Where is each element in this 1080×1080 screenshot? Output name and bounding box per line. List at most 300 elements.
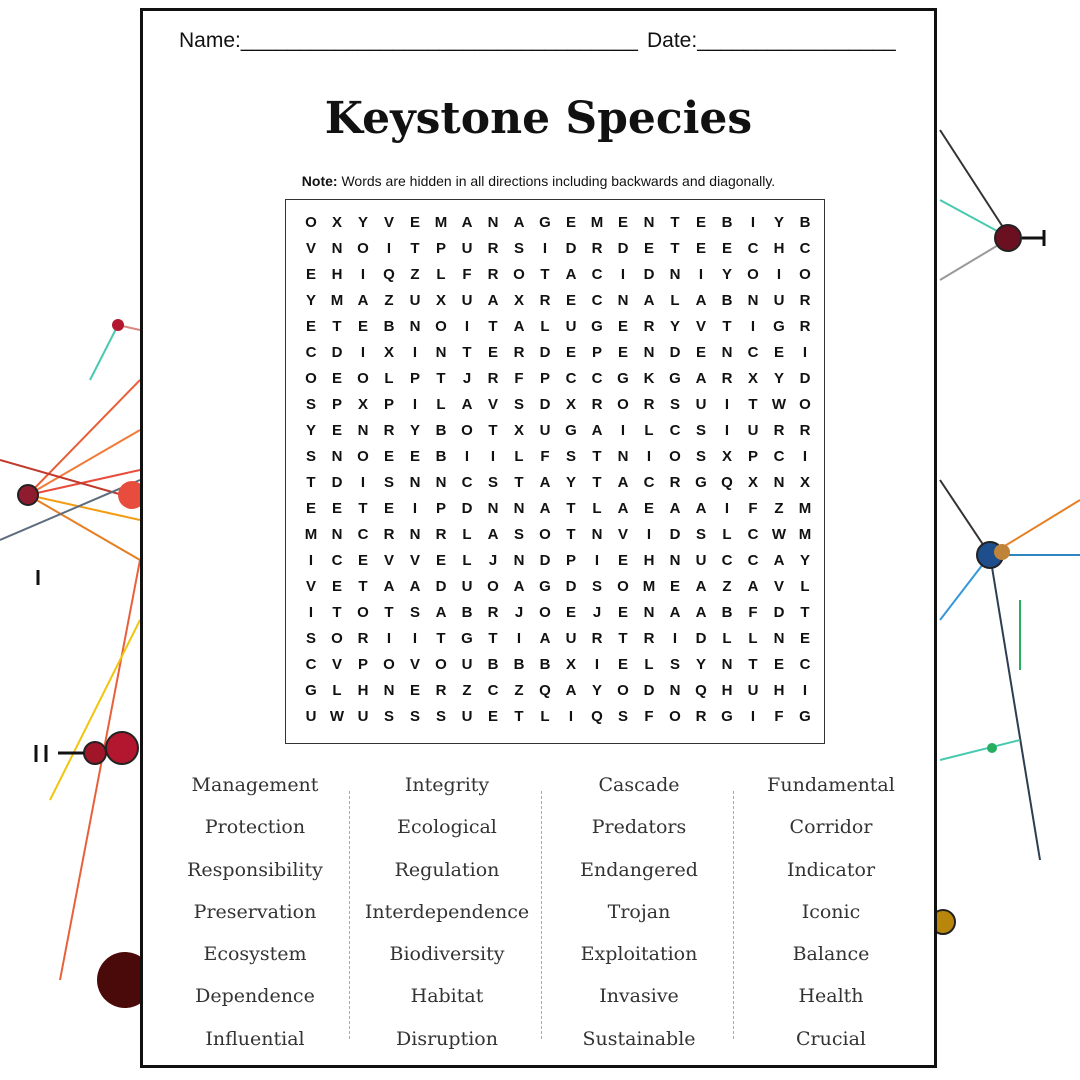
grid-letter[interactable]: N bbox=[357, 422, 369, 439]
grid-letter[interactable]: L bbox=[514, 448, 524, 465]
grid-letter[interactable]: O bbox=[461, 422, 473, 439]
grid-letter[interactable]: U bbox=[409, 292, 421, 309]
grid-letter[interactable]: N bbox=[643, 604, 655, 621]
grid-letter[interactable]: A bbox=[539, 500, 551, 517]
grid-letter[interactable]: R bbox=[383, 526, 395, 543]
grid-letter[interactable]: S bbox=[487, 474, 498, 491]
grid-letter[interactable]: I bbox=[360, 344, 366, 361]
grid-letter[interactable]: N bbox=[773, 474, 785, 491]
grid-letter[interactable]: A bbox=[565, 266, 577, 283]
grid-letter[interactable]: D bbox=[435, 578, 447, 595]
grid-letter[interactable]: O bbox=[669, 448, 681, 465]
grid-letter[interactable]: J bbox=[514, 604, 524, 621]
grid-letter[interactable]: G bbox=[799, 708, 811, 725]
grid-letter[interactable]: L bbox=[670, 292, 680, 309]
grid-letter[interactable]: A bbox=[513, 318, 525, 335]
grid-letter[interactable]: S bbox=[409, 604, 420, 621]
grid-letter[interactable]: X bbox=[565, 656, 576, 673]
grid-letter[interactable]: S bbox=[591, 578, 602, 595]
grid-letter[interactable]: L bbox=[332, 682, 342, 699]
grid-letter[interactable]: E bbox=[409, 214, 420, 231]
grid-letter[interactable]: I bbox=[620, 422, 626, 439]
grid-letter[interactable]: E bbox=[695, 240, 706, 257]
grid-letter[interactable]: H bbox=[331, 266, 343, 283]
grid-letter[interactable]: U bbox=[565, 630, 577, 647]
grid-letter[interactable]: R bbox=[643, 318, 655, 335]
grid-letter[interactable]: I bbox=[360, 266, 366, 283]
grid-letter[interactable]: E bbox=[409, 682, 420, 699]
grid-letter[interactable]: C bbox=[799, 656, 811, 673]
grid-letter[interactable]: R bbox=[669, 474, 681, 491]
grid-letter[interactable]: E bbox=[695, 344, 706, 361]
grid-letter[interactable]: D bbox=[461, 500, 473, 517]
grid-letter[interactable]: A bbox=[747, 578, 759, 595]
grid-letter[interactable]: X bbox=[383, 344, 394, 361]
grid-letter[interactable]: F bbox=[514, 370, 524, 387]
grid-letter[interactable]: T bbox=[670, 214, 680, 231]
grid-letter[interactable]: A bbox=[487, 526, 499, 543]
grid-letter[interactable]: J bbox=[462, 370, 472, 387]
grid-letter[interactable]: F bbox=[540, 448, 550, 465]
grid-letter[interactable]: S bbox=[383, 708, 394, 725]
grid-letter[interactable]: A bbox=[669, 500, 681, 517]
grid-letter[interactable]: T bbox=[670, 240, 680, 257]
grid-letter[interactable]: G bbox=[773, 318, 785, 335]
grid-letter[interactable]: T bbox=[800, 604, 810, 621]
grid-letter[interactable]: D bbox=[565, 240, 577, 257]
grid-letter[interactable]: E bbox=[617, 552, 628, 569]
grid-letter[interactable]: V bbox=[305, 240, 316, 257]
grid-letter[interactable]: Y bbox=[669, 318, 680, 335]
grid-letter[interactable]: E bbox=[799, 630, 810, 647]
grid-letter[interactable]: L bbox=[540, 318, 550, 335]
grid-letter[interactable]: F bbox=[644, 708, 654, 725]
grid-letter[interactable]: E bbox=[357, 552, 368, 569]
grid-letter[interactable]: N bbox=[643, 214, 655, 231]
grid-letter[interactable]: E bbox=[435, 552, 446, 569]
grid-letter[interactable]: N bbox=[591, 526, 603, 543]
grid-letter[interactable]: X bbox=[799, 474, 810, 491]
grid-letter[interactable]: E bbox=[617, 214, 628, 231]
grid-letter[interactable]: I bbox=[750, 214, 756, 231]
grid-letter[interactable]: L bbox=[462, 526, 472, 543]
grid-letter[interactable]: U bbox=[461, 656, 473, 673]
grid-letter[interactable]: E bbox=[331, 422, 342, 439]
grid-letter[interactable]: O bbox=[539, 604, 551, 621]
grid-letter[interactable]: N bbox=[383, 682, 395, 699]
grid-letter[interactable]: E bbox=[773, 656, 784, 673]
grid-letter[interactable]: Y bbox=[695, 656, 706, 673]
grid-letter[interactable]: R bbox=[357, 630, 369, 647]
grid-letter[interactable]: A bbox=[695, 370, 707, 387]
grid-letter[interactable]: S bbox=[305, 630, 316, 647]
grid-letter[interactable]: P bbox=[747, 448, 758, 465]
grid-letter[interactable]: T bbox=[722, 318, 732, 335]
grid-letter[interactable]: H bbox=[643, 552, 655, 569]
grid-letter[interactable]: E bbox=[617, 604, 628, 621]
grid-letter[interactable]: E bbox=[487, 344, 498, 361]
grid-letter[interactable]: V bbox=[305, 578, 316, 595]
grid-letter[interactable]: H bbox=[357, 682, 369, 699]
grid-letter[interactable]: E bbox=[305, 500, 316, 517]
grid-letter[interactable]: V bbox=[383, 552, 394, 569]
grid-letter[interactable]: S bbox=[669, 656, 680, 673]
grid-letter[interactable]: C bbox=[721, 552, 733, 569]
grid-letter[interactable]: V bbox=[695, 318, 706, 335]
grid-letter[interactable]: I bbox=[776, 266, 782, 283]
grid-letter[interactable]: I bbox=[594, 656, 600, 673]
grid-letter[interactable]: L bbox=[384, 370, 394, 387]
grid-letter[interactable]: Y bbox=[721, 266, 732, 283]
grid-letter[interactable]: A bbox=[513, 214, 525, 231]
grid-letter[interactable]: E bbox=[617, 344, 628, 361]
grid-letter[interactable]: P bbox=[435, 500, 446, 517]
grid-letter[interactable]: A bbox=[591, 422, 603, 439]
grid-letter[interactable]: X bbox=[513, 422, 524, 439]
grid-letter[interactable]: O bbox=[383, 656, 395, 673]
grid-letter[interactable]: S bbox=[305, 448, 316, 465]
grid-letter[interactable]: D bbox=[669, 344, 681, 361]
grid-letter[interactable]: P bbox=[539, 370, 550, 387]
grid-letter[interactable]: R bbox=[591, 630, 603, 647]
grid-letter[interactable]: A bbox=[617, 500, 629, 517]
grid-letter[interactable]: Z bbox=[774, 500, 784, 517]
grid-letter[interactable]: Y bbox=[591, 682, 602, 699]
grid-letter[interactable]: R bbox=[487, 266, 499, 283]
grid-letter[interactable]: I bbox=[750, 708, 756, 725]
grid-letter[interactable]: M bbox=[798, 526, 812, 543]
grid-letter[interactable]: S bbox=[565, 448, 576, 465]
grid-letter[interactable]: O bbox=[617, 396, 629, 413]
grid-letter[interactable]: X bbox=[357, 396, 368, 413]
grid-letter[interactable]: A bbox=[695, 578, 707, 595]
grid-letter[interactable]: N bbox=[513, 552, 525, 569]
grid-letter[interactable]: O bbox=[305, 370, 317, 387]
grid-letter[interactable]: L bbox=[644, 422, 654, 439]
grid-letter[interactable]: O bbox=[799, 396, 811, 413]
grid-letter[interactable]: W bbox=[329, 708, 345, 725]
grid-letter[interactable]: R bbox=[435, 682, 447, 699]
grid-letter[interactable]: U bbox=[747, 682, 759, 699]
grid-letter[interactable]: U bbox=[539, 422, 551, 439]
grid-letter[interactable]: C bbox=[305, 344, 317, 361]
grid-letter[interactable]: T bbox=[514, 474, 524, 491]
grid-letter[interactable]: A bbox=[461, 214, 473, 231]
grid-letter[interactable]: E bbox=[305, 318, 316, 335]
grid-letter[interactable]: A bbox=[383, 578, 395, 595]
name-field[interactable]: Name:__________________________________ bbox=[179, 29, 638, 52]
grid-letter[interactable]: I bbox=[308, 604, 314, 621]
grid-letter[interactable]: R bbox=[799, 292, 811, 309]
grid-letter[interactable]: M bbox=[798, 500, 812, 517]
grid-letter[interactable]: D bbox=[331, 474, 343, 491]
grid-letter[interactable]: Q bbox=[591, 708, 603, 725]
grid-letter[interactable]: P bbox=[565, 552, 576, 569]
grid-letter[interactable]: E bbox=[409, 448, 420, 465]
grid-letter[interactable]: B bbox=[513, 656, 525, 673]
grid-letter[interactable]: N bbox=[409, 318, 421, 335]
grid-letter[interactable]: X bbox=[747, 370, 758, 387]
grid-letter[interactable]: C bbox=[643, 474, 655, 491]
grid-letter[interactable]: D bbox=[331, 344, 343, 361]
grid-letter[interactable]: Y bbox=[799, 552, 810, 569]
grid-letter[interactable]: N bbox=[669, 266, 681, 283]
grid-letter[interactable]: B bbox=[721, 214, 733, 231]
grid-letter[interactable]: Y bbox=[565, 474, 576, 491]
grid-letter[interactable]: I bbox=[698, 266, 704, 283]
grid-letter[interactable]: T bbox=[748, 656, 758, 673]
grid-letter[interactable]: K bbox=[643, 370, 655, 387]
grid-letter[interactable]: V bbox=[773, 578, 784, 595]
grid-letter[interactable]: S bbox=[513, 526, 524, 543]
grid-letter[interactable]: J bbox=[592, 604, 602, 621]
grid-letter[interactable]: D bbox=[799, 370, 811, 387]
grid-letter[interactable]: C bbox=[305, 656, 317, 673]
grid-letter[interactable]: O bbox=[357, 370, 369, 387]
grid-letter[interactable]: X bbox=[513, 292, 524, 309]
grid-letter[interactable]: V bbox=[383, 214, 394, 231]
grid-letter[interactable]: V bbox=[409, 656, 420, 673]
grid-letter[interactable]: G bbox=[591, 318, 603, 335]
grid-letter[interactable]: R bbox=[643, 630, 655, 647]
grid-letter[interactable]: N bbox=[643, 344, 655, 361]
grid-letter[interactable]: A bbox=[643, 292, 655, 309]
grid-letter[interactable]: I bbox=[412, 500, 418, 517]
grid-letter[interactable]: E bbox=[331, 370, 342, 387]
grid-letter[interactable]: N bbox=[409, 474, 421, 491]
grid-letter[interactable]: N bbox=[487, 214, 499, 231]
grid-letter[interactable]: N bbox=[669, 682, 681, 699]
grid-letter[interactable]: T bbox=[358, 578, 368, 595]
grid-letter[interactable]: D bbox=[617, 240, 629, 257]
grid-letter[interactable]: G bbox=[721, 708, 733, 725]
grid-letter[interactable]: B bbox=[539, 656, 551, 673]
grid-letter[interactable]: I bbox=[542, 240, 548, 257]
grid-letter[interactable]: U bbox=[461, 708, 473, 725]
grid-letter[interactable]: D bbox=[773, 604, 785, 621]
grid-letter[interactable]: R bbox=[799, 318, 811, 335]
grid-letter[interactable]: C bbox=[357, 526, 369, 543]
grid-letter[interactable]: R bbox=[773, 422, 785, 439]
grid-letter[interactable]: C bbox=[747, 526, 759, 543]
grid-letter[interactable]: P bbox=[357, 656, 368, 673]
grid-letter[interactable]: F bbox=[748, 604, 758, 621]
grid-letter[interactable]: E bbox=[305, 266, 316, 283]
grid-letter[interactable]: Q bbox=[721, 474, 733, 491]
grid-letter[interactable]: A bbox=[695, 500, 707, 517]
grid-letter[interactable]: A bbox=[695, 292, 707, 309]
grid-letter[interactable]: B bbox=[721, 604, 733, 621]
grid-letter[interactable]: X bbox=[721, 448, 732, 465]
grid-letter[interactable]: R bbox=[435, 526, 447, 543]
grid-letter[interactable]: N bbox=[513, 500, 525, 517]
grid-letter[interactable]: T bbox=[436, 370, 446, 387]
grid-letter[interactable]: T bbox=[488, 630, 498, 647]
grid-letter[interactable]: C bbox=[591, 292, 603, 309]
grid-letter[interactable]: O bbox=[617, 578, 629, 595]
grid-letter[interactable]: N bbox=[435, 474, 447, 491]
grid-letter[interactable]: D bbox=[669, 526, 681, 543]
grid-letter[interactable]: S bbox=[513, 240, 524, 257]
grid-letter[interactable]: T bbox=[592, 474, 602, 491]
grid-letter[interactable]: M bbox=[590, 214, 604, 231]
grid-letter[interactable]: E bbox=[565, 344, 576, 361]
grid-letter[interactable]: C bbox=[461, 474, 473, 491]
grid-letter[interactable]: B bbox=[461, 604, 473, 621]
grid-letter[interactable]: R bbox=[487, 604, 499, 621]
grid-letter[interactable]: T bbox=[488, 422, 498, 439]
grid-letter[interactable]: D bbox=[539, 552, 551, 569]
grid-letter[interactable]: R bbox=[591, 396, 603, 413]
grid-letter[interactable]: D bbox=[539, 396, 551, 413]
grid-letter[interactable]: N bbox=[409, 526, 421, 543]
grid-letter[interactable]: T bbox=[332, 604, 342, 621]
grid-letter[interactable]: I bbox=[724, 422, 730, 439]
grid-letter[interactable]: U bbox=[695, 552, 707, 569]
grid-letter[interactable]: P bbox=[591, 344, 602, 361]
grid-letter[interactable]: O bbox=[747, 266, 759, 283]
grid-letter[interactable]: I bbox=[646, 526, 652, 543]
grid-letter[interactable]: D bbox=[695, 630, 707, 647]
grid-letter[interactable]: I bbox=[568, 708, 574, 725]
grid-letter[interactable]: E bbox=[565, 604, 576, 621]
grid-letter[interactable]: U bbox=[461, 292, 473, 309]
grid-letter[interactable]: A bbox=[669, 604, 681, 621]
grid-letter[interactable]: C bbox=[487, 682, 499, 699]
grid-letter[interactable]: L bbox=[436, 396, 446, 413]
grid-letter[interactable]: D bbox=[565, 578, 577, 595]
grid-letter[interactable]: H bbox=[721, 682, 733, 699]
grid-letter[interactable]: S bbox=[695, 448, 706, 465]
grid-letter[interactable]: J bbox=[488, 552, 498, 569]
grid-letter[interactable]: O bbox=[357, 240, 369, 257]
grid-letter[interactable]: G bbox=[565, 422, 577, 439]
grid-letter[interactable]: R bbox=[487, 240, 499, 257]
grid-letter[interactable]: O bbox=[513, 266, 525, 283]
grid-letter[interactable]: G bbox=[617, 370, 629, 387]
grid-letter[interactable]: R bbox=[695, 708, 707, 725]
grid-letter[interactable]: E bbox=[331, 578, 342, 595]
grid-letter[interactable]: T bbox=[748, 396, 758, 413]
grid-letter[interactable]: E bbox=[695, 214, 706, 231]
grid-letter[interactable]: U bbox=[695, 396, 707, 413]
grid-letter[interactable]: R bbox=[721, 370, 733, 387]
grid-letter[interactable]: T bbox=[488, 318, 498, 335]
grid-letter[interactable]: G bbox=[539, 578, 551, 595]
grid-letter[interactable]: T bbox=[462, 344, 472, 361]
grid-letter[interactable]: A bbox=[461, 396, 473, 413]
grid-letter[interactable]: N bbox=[721, 656, 733, 673]
grid-letter[interactable]: E bbox=[721, 240, 732, 257]
grid-letter[interactable]: O bbox=[487, 578, 499, 595]
grid-letter[interactable]: T bbox=[540, 266, 550, 283]
grid-letter[interactable]: A bbox=[565, 682, 577, 699]
grid-letter[interactable]: E bbox=[383, 500, 394, 517]
grid-letter[interactable]: E bbox=[773, 344, 784, 361]
grid-letter[interactable]: R bbox=[799, 422, 811, 439]
grid-letter[interactable]: A bbox=[539, 474, 551, 491]
grid-letter[interactable]: O bbox=[305, 214, 317, 231]
grid-letter[interactable]: H bbox=[773, 240, 785, 257]
grid-letter[interactable]: E bbox=[383, 448, 394, 465]
grid-letter[interactable]: L bbox=[748, 630, 758, 647]
grid-letter[interactable]: S bbox=[695, 526, 706, 543]
grid-letter[interactable]: I bbox=[802, 682, 808, 699]
grid-letter[interactable]: Y bbox=[357, 214, 368, 231]
grid-letter[interactable]: V bbox=[409, 552, 420, 569]
grid-letter[interactable]: O bbox=[435, 318, 447, 335]
grid-letter[interactable]: A bbox=[539, 630, 551, 647]
grid-letter[interactable]: S bbox=[383, 474, 394, 491]
grid-letter[interactable]: T bbox=[410, 240, 420, 257]
grid-letter[interactable]: T bbox=[332, 318, 342, 335]
grid-letter[interactable]: I bbox=[412, 344, 418, 361]
grid-letter[interactable]: A bbox=[695, 604, 707, 621]
grid-letter[interactable]: R bbox=[591, 240, 603, 257]
grid-letter[interactable]: R bbox=[513, 344, 525, 361]
grid-letter[interactable]: C bbox=[747, 240, 759, 257]
grid-letter[interactable]: L bbox=[592, 500, 602, 517]
grid-letter[interactable]: A bbox=[773, 552, 785, 569]
grid-letter[interactable]: X bbox=[331, 214, 342, 231]
grid-letter[interactable]: A bbox=[487, 292, 499, 309]
grid-letter[interactable]: R bbox=[539, 292, 551, 309]
grid-letter[interactable]: P bbox=[331, 396, 342, 413]
grid-letter[interactable]: O bbox=[357, 448, 369, 465]
grid-letter[interactable]: E bbox=[669, 578, 680, 595]
grid-letter[interactable]: E bbox=[565, 214, 576, 231]
grid-letter[interactable]: M bbox=[330, 292, 344, 309]
grid-letter[interactable]: M bbox=[434, 214, 448, 231]
grid-letter[interactable]: I bbox=[646, 448, 652, 465]
grid-letter[interactable]: Q bbox=[695, 682, 707, 699]
grid-letter[interactable]: T bbox=[618, 630, 628, 647]
grid-letter[interactable]: M bbox=[304, 526, 318, 543]
grid-letter[interactable]: E bbox=[617, 656, 628, 673]
date-field[interactable]: Date:_________________ bbox=[647, 29, 896, 52]
grid-letter[interactable]: W bbox=[771, 396, 787, 413]
grid-letter[interactable]: I bbox=[360, 474, 366, 491]
grid-letter[interactable]: N bbox=[617, 292, 629, 309]
grid-letter[interactable]: C bbox=[331, 552, 343, 569]
grid-letter[interactable]: I bbox=[672, 630, 678, 647]
grid-letter[interactable]: O bbox=[669, 708, 681, 725]
grid-letter[interactable]: L bbox=[722, 630, 732, 647]
grid-letter[interactable]: N bbox=[331, 526, 343, 543]
grid-letter[interactable]: I bbox=[412, 630, 418, 647]
grid-letter[interactable]: C bbox=[591, 370, 603, 387]
grid-letter[interactable]: C bbox=[591, 266, 603, 283]
grid-letter[interactable]: I bbox=[308, 552, 314, 569]
grid-letter[interactable]: O bbox=[617, 682, 629, 699]
grid-letter[interactable]: F bbox=[748, 500, 758, 517]
grid-letter[interactable]: Z bbox=[722, 578, 732, 595]
grid-letter[interactable]: G bbox=[461, 630, 473, 647]
grid-letter[interactable]: I bbox=[516, 630, 522, 647]
grid-letter[interactable]: Y bbox=[305, 422, 316, 439]
grid-letter[interactable]: Z bbox=[514, 682, 524, 699]
grid-letter[interactable]: X bbox=[565, 396, 576, 413]
grid-letter[interactable]: G bbox=[539, 214, 551, 231]
grid-letter[interactable]: M bbox=[642, 578, 656, 595]
grid-letter[interactable]: S bbox=[695, 422, 706, 439]
grid-letter[interactable]: A bbox=[409, 578, 421, 595]
grid-letter[interactable]: G bbox=[695, 474, 707, 491]
grid-letter[interactable]: I bbox=[386, 240, 392, 257]
grid-letter[interactable]: L bbox=[722, 526, 732, 543]
grid-letter[interactable]: C bbox=[799, 240, 811, 257]
grid-letter[interactable]: E bbox=[617, 318, 628, 335]
